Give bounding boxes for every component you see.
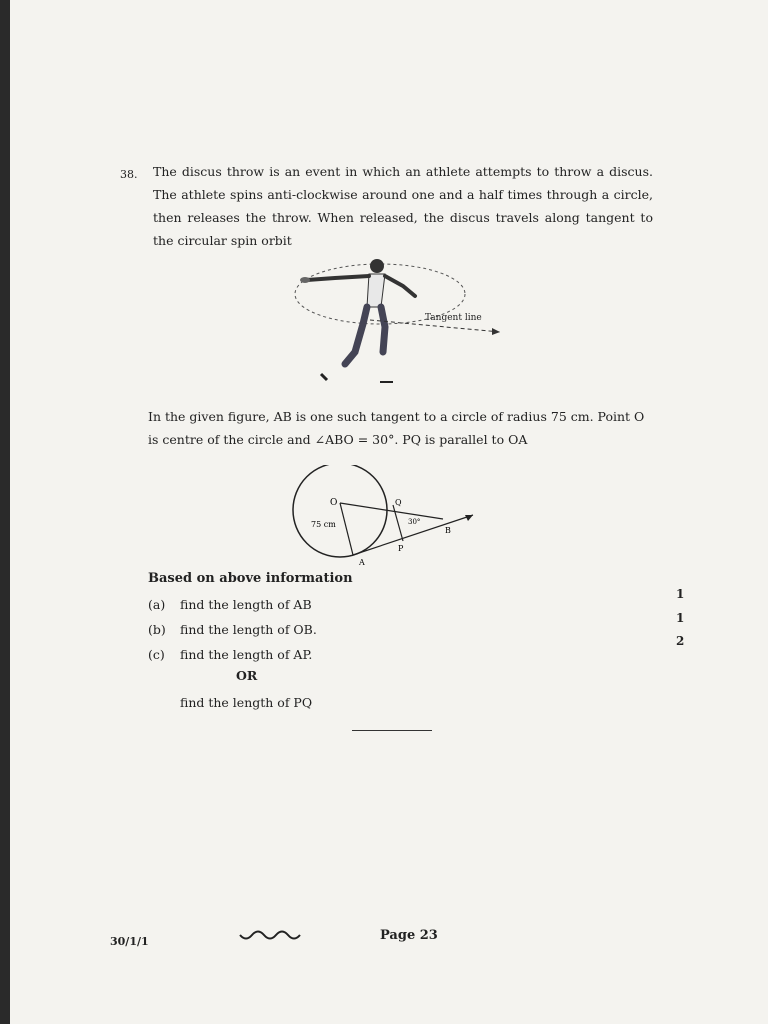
wave-symbol [238,930,304,944]
label-o: O [330,498,338,508]
part-c-text: find the length of AP. [180,647,313,662]
angle-label: 30° [408,518,421,526]
marks-a: 1 [676,587,685,601]
part-a [148,597,312,612]
page-number: Page 23 [380,928,438,943]
tangent-line-label: Tangent line [425,313,482,323]
radius-label: 75 cm [311,520,336,529]
label-q: Q [395,498,402,507]
part-b [148,622,317,637]
label-p: P [398,544,404,553]
question-number: 38. [120,168,138,181]
scan-edge-shadow [0,0,10,1024]
part-c [148,647,312,662]
part-a-text: find the length of AB [180,597,312,612]
part-b-text: find the length of OB. [180,622,317,637]
question-intro: The discus throw is an event in which an athlete attempts to throw a discus. The athlete spins anti-clockwise around one and a half times through a circle, then releases the throw. When released, the discus travels along tangent to the circular spin orbit [153,164,653,248]
based-on-heading: Based on above information [148,571,353,586]
part-c-label: (c) [148,647,165,662]
discus-athlete-figure [285,252,505,392]
part-b-label: (b) [148,622,166,637]
marks-b: 1 [676,611,685,625]
paper-code: 30/1/1 [110,935,149,948]
end-rule [352,730,432,731]
part-a-label: (a) [148,597,166,612]
or-part-text: find the length of PQ [180,695,313,710]
label-a: A [359,558,365,567]
marks-c: 2 [676,634,685,648]
label-b: B [445,526,451,535]
given-statement: In the given figure, AB is one such tangent to a circle of radius 75 cm. Point O is centre of the circle and ∠ABO = 30°. PQ is parallel to OA [148,409,645,447]
circle-tangent-figure [285,465,485,570]
or-label: OR [236,668,258,683]
